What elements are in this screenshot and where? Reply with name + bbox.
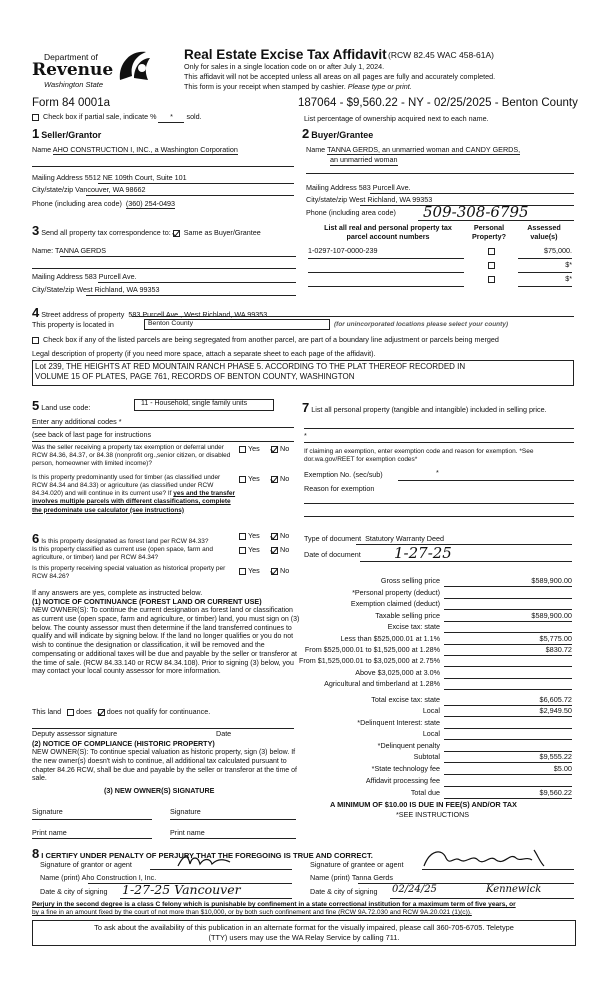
special-section-number: 6 <box>32 531 40 546</box>
q6a-yes <box>239 532 260 541</box>
q1-no-checkbox[interactable] <box>271 446 278 453</box>
q6b-yes <box>239 546 260 555</box>
q1-yes-checkbox[interactable] <box>239 446 246 453</box>
notice-continuance-body: NEW OWNER(S): To continue the current designation as forest land or classification as current use (open space, farm and agriculture, or timber) land, you must sign on (3) below. The county assessor must then determine if the land transferred continues to qualify and will indicate by signing below. If the land no longer qualifies or you do not wish to continue the designation or classification, it will be removed and the compensating or additional taxes will be due and payable by the seller or transferor at the time of sale. (RCW 84.33.140 or RCW 84.34.108). Prior to signing (3) below, you may contact your local county assessor for more information. <box>32 607 300 676</box>
buyer-mail-label: Mailing Address <box>306 183 357 192</box>
tax-row-amount[interactable]: $9,555.22 <box>444 753 572 763</box>
personal-property-label: List all personal property (tangible and intangible) included in selling price. <box>311 405 547 414</box>
tax-row-label: Taxable selling price <box>375 611 440 620</box>
tax-row-label: Less than $525,000.01 at 1.1% <box>340 634 440 643</box>
seller-phone-label: Phone (including area code) <box>32 199 122 208</box>
located-in-label: This property is located in <box>32 320 114 329</box>
tax-row-amount[interactable]: $5.00 <box>444 765 572 775</box>
tax-row-amount[interactable] <box>444 623 572 633</box>
new-owner-signature-title: (3) NEW OWNER(S) SIGNATURE <box>104 786 215 795</box>
grantor-date-field[interactable]: 1-27-25 Vancouver <box>122 882 241 897</box>
doc-date-field[interactable]: 1-27-25 <box>394 544 452 562</box>
buyer-phone-row <box>306 209 396 218</box>
partial-sale-percent[interactable]: * <box>158 113 184 123</box>
segregate-checkbox[interactable] <box>32 337 39 344</box>
grantor-name-field[interactable]: Aho Construction I, Inc. <box>81 873 157 882</box>
dor-logo <box>30 46 160 96</box>
grantee-name-label: Name (print) <box>310 873 350 882</box>
legal-description-box[interactable] <box>32 360 574 386</box>
parcel-number[interactable]: 1-0297-107-0000-239 <box>308 246 378 255</box>
forest-question <box>32 531 237 547</box>
tax-row-amount[interactable]: $6,605.72 <box>444 696 572 706</box>
does-not-qualify-checkbox[interactable] <box>98 709 105 716</box>
grantee-signature-label: Signature of grantee or agent <box>310 860 404 869</box>
tax-row-label: Local <box>422 706 440 715</box>
tax-row-amount[interactable] <box>444 669 572 679</box>
q6c-yes-label: Yes <box>248 566 260 575</box>
deputy-signature-label: Deputy assessor signature <box>32 729 118 738</box>
buyer-name-field[interactable]: TANNA GERDS, an unmarried woman and CANDY GERDS, <box>327 145 521 154</box>
q6a-yes-checkbox[interactable] <box>239 533 246 540</box>
notice-compliance-body: NEW OWNER(S): To continue special valuation as historic property, sign (3) below. If the new owner(s) doesn't wish to continue, all additional tax calculated pursuant to chapter 84.26 RCW, shall be due and payable by the seller or transferor at the time of sale. <box>32 749 297 783</box>
q6b-yes-checkbox[interactable] <box>239 547 246 554</box>
corr-name-row <box>32 247 106 256</box>
timber-question <box>32 474 237 515</box>
parcel-header-2: parcel account numbers <box>346 231 430 241</box>
seller-city-row <box>32 186 145 195</box>
q2-no-checkbox[interactable] <box>271 476 278 483</box>
tax-row-label: Local <box>422 729 440 738</box>
notice-continuance-title: (1) NOTICE OF CONTINUANCE (FOREST LAND OR CURRENT USE) <box>32 597 262 606</box>
assessed-value[interactable]: $* <box>565 260 572 269</box>
owner-print-name-label: Print name <box>32 828 67 837</box>
legal-label: Legal description of property (if you need more space, attach a separate sheet to each page of the affidavit). <box>32 349 376 358</box>
same-as-buyer-checkbox[interactable] <box>173 230 180 237</box>
this-land-label: This land <box>32 707 62 716</box>
seller-city-label: City/state/zip <box>32 185 74 194</box>
q6a-no-label: No <box>280 531 290 540</box>
corr-name-field[interactable]: TANNA GERDS <box>55 246 107 255</box>
certification-section-number: 8 <box>32 846 40 861</box>
personal-property-item[interactable]: * <box>304 431 307 440</box>
corr-city-field[interactable]: West Richland, WA 99353 <box>76 285 160 294</box>
tax-row-amount[interactable] <box>444 719 572 729</box>
dept-line: Department of <box>44 52 98 62</box>
tax-row-amount[interactable] <box>444 600 572 610</box>
q6a-no <box>271 532 289 541</box>
correspondence-row <box>32 223 261 239</box>
seller-title: Seller/Grantor <box>41 130 102 140</box>
tax-row-label: *Delinquent penalty <box>377 741 440 750</box>
form-title-cite: (RCW 82.45 WAC 458-61A) <box>388 50 494 60</box>
q6c-no <box>271 567 289 576</box>
timber-question-a: Is this property predominantly used for timber (as classified under RCW 84.34 and 84.33) or agriculture (as classified under RCW 84.34.020) and will continue in its current use? If <box>32 474 221 498</box>
tax-row-amount[interactable] <box>444 777 572 787</box>
seller-mail-field[interactable]: 5512 NE 109th Court, Suite 101 <box>84 173 187 182</box>
accessibility-line-2: (TTY) users may use the WA Relay Service by calling 711. <box>208 932 400 942</box>
q6b-no-checkbox[interactable] <box>271 547 278 554</box>
parcel-header <box>310 224 466 241</box>
continuance-row <box>32 708 210 717</box>
grantor-signature[interactable] <box>176 852 232 870</box>
buyer-city-field[interactable]: West Richland, WA 99353 <box>349 195 433 204</box>
doc-type-field[interactable]: Statutory Warranty Deed <box>365 534 444 543</box>
seller-name-row <box>32 146 294 155</box>
grantee-signature[interactable] <box>420 846 550 870</box>
perjury-line-2: by a fine in an amount fixed by the court of not more than $10,000, or by both such confinement and fine (RCW 9A.72.030 and RCW 9A.20.021 (1)(c)). <box>32 909 472 917</box>
doc-date-label: Date of document <box>304 550 361 559</box>
partial-sale-checkbox[interactable] <box>32 114 39 121</box>
county-select-value: Benton County <box>148 320 193 327</box>
tax-row-label: *State technology fee <box>371 764 440 773</box>
buyer-heading <box>302 126 373 142</box>
seller-name-label: Name <box>32 145 52 154</box>
q1-yes-label: Yes <box>248 444 260 453</box>
historic-question: Is this property receiving special valuation as historical property per RCW 84.26? <box>32 565 226 580</box>
exemption-no-field[interactable]: * <box>436 468 439 477</box>
assessed-header-1: Assessed <box>527 223 561 232</box>
tax-row-label: Above $3,025,000 at 3.0% <box>355 668 440 677</box>
tax-row-amount[interactable]: $589,900.00 <box>444 612 572 622</box>
timber-question-b: yes and the transfer involves multiple parcels with different classifications, complete the predominate use calculator (see instructions) <box>32 490 236 514</box>
corr-mail-row <box>32 273 137 282</box>
buyer-phone-field[interactable]: 509-308-6795 <box>423 203 529 221</box>
assessed-value[interactable]: $* <box>565 274 572 283</box>
personal-property-checkbox[interactable] <box>488 276 495 283</box>
corr-name-label: Name: <box>32 246 54 255</box>
state-line: Washington State <box>44 80 104 89</box>
exemption-instructions: If claiming an exemption, enter exemption code and reason for exemption. *See dor.wa.gov/REET for exemption codes* <box>304 448 534 463</box>
segregate-row <box>32 336 577 345</box>
personal-property-checkbox[interactable] <box>488 248 495 255</box>
partial-sale-sold: sold. <box>186 112 202 121</box>
property-address-field[interactable]: 583 Purcell Ave., West Richland, WA 99353 <box>128 310 268 319</box>
tax-row-label: Total excise tax: state <box>371 695 440 704</box>
tax-row-amount[interactable]: $9,560.22 <box>444 789 572 799</box>
perjury-warning <box>32 901 580 917</box>
exemption-no-row <box>304 471 383 480</box>
seller-city-field[interactable]: Vancouver, WA 98662 <box>75 185 146 194</box>
corr-mail-label: Mailing Address <box>32 272 83 281</box>
q6c-no-label: No <box>280 566 290 575</box>
tax-row-amount[interactable]: $830.72 <box>444 646 572 656</box>
ownership-note: List percentage of ownership acquired next to each name. <box>304 114 489 123</box>
exemption-no-label: Exemption No. (sec/sub) <box>304 470 383 479</box>
tax-row-amount[interactable] <box>444 730 572 740</box>
additional-codes-row <box>32 418 122 427</box>
correspondence-section-number: 3 <box>32 223 40 238</box>
buyer-name-label: Name <box>306 145 326 154</box>
doc-type-label: Type of document <box>304 534 362 543</box>
q6c-yes-checkbox[interactable] <box>239 568 246 575</box>
see-back-note: (see back of last page for instructions <box>32 430 152 439</box>
corr-city-label: City/State/zip <box>32 285 75 294</box>
notice-compliance-title: (2) NOTICE OF COMPLIANCE (HISTORIC PROPERTY) <box>32 739 215 748</box>
q1-no-label: No <box>280 444 290 453</box>
county-select[interactable] <box>144 319 330 330</box>
tax-row-amount[interactable] <box>444 742 572 752</box>
accessibility-box <box>32 920 576 946</box>
tax-row-label: Exemption claimed (deduct) <box>350 599 440 608</box>
correspondence-label: Send all property tax correspondence to: <box>41 228 171 237</box>
tax-row-label: Subtotal <box>413 752 440 761</box>
tax-row-label: Agricultural and timberland at 1.28% <box>324 679 440 688</box>
grantor-date-label: Date & city of signing <box>40 887 108 896</box>
buyer-title: Buyer/Grantee <box>311 130 374 140</box>
grantor-signature-label: Signature of grantor or agent <box>40 860 132 869</box>
grantee-date-label: Date & city of signing <box>310 887 378 896</box>
corr-city-row <box>32 286 159 295</box>
q2-no-label: No <box>280 474 290 483</box>
legal-line-1: Lot 239, THE HEIGHTS AT RED MOUNTAIN RANCH PHASE 5. ACCORDING TO THE PLAT THEREOF RECORDED IN <box>35 362 466 371</box>
if-yes-note: If any answers are yes, complete as instructed below. <box>32 588 203 597</box>
legal-line-2: VOLUME 15 OF PLATES, PAGE 761, RECORDS OF BENTON COUNTY, WASHINGTON <box>35 372 355 382</box>
land-use-row <box>32 398 90 414</box>
buyer-name-line-2[interactable]: an unmarried woman <box>330 155 398 164</box>
q6b-yes-label: Yes <box>248 545 260 554</box>
tax-row-label: Excise tax: state <box>387 622 440 631</box>
q2-yes-label: Yes <box>248 474 260 483</box>
grantor-name-label: Name (print) <box>40 873 80 882</box>
form-number: Form 84 0001a <box>32 97 110 109</box>
buyer-mail-row <box>306 184 411 193</box>
tax-row-label: Affidavit processing fee <box>365 776 440 785</box>
grantee-city-field[interactable]: Kennewick <box>486 884 542 895</box>
seller-heading <box>32 126 101 142</box>
tax-row-amount[interactable]: $2,949.50 <box>444 707 572 717</box>
header-note-1: Only for sales in a single location code on or after July 1, 2024. <box>184 62 385 71</box>
accessibility-line-1: To ask about the availability of this publication in an alternate format for the visually impaired, please call 360-705-6705. Teletype <box>94 923 514 932</box>
tax-row-label: *Delinquent Interest: state <box>357 718 440 727</box>
personal-header <box>466 224 512 241</box>
additional-codes-field[interactable]: * <box>118 417 122 426</box>
see-instructions-note: *SEE INSTRUCTIONS <box>396 810 470 819</box>
corr-mail-field[interactable]: 583 Purcell Ave. <box>84 272 137 281</box>
q6a-no-checkbox[interactable] <box>271 533 278 540</box>
perjury-line-1 <box>32 901 580 909</box>
exemption-question: Was the seller receiving a property tax exemption or deferral under RCW 84.36, 84.37, or 84.38 (nonprofit org.,senior citizen, or disabled person, homeowner with limited income)? <box>32 444 231 468</box>
tax-row-label: From $1,525,000.01 to $3,025,000 at 2.75% <box>298 656 440 665</box>
buyer-section-number: 2 <box>302 126 310 141</box>
current-use-question: Is this property classified as current use (open space, farm and agriculture, or timber) land per RCW 84.34? <box>32 546 214 561</box>
q2-no <box>271 475 289 484</box>
tax-row-amount[interactable] <box>444 657 572 667</box>
land-use-select[interactable] <box>134 399 274 411</box>
partial-sale-row <box>32 113 202 123</box>
revenue-emblem-icon <box>114 46 154 86</box>
assessed-value[interactable]: $75,000. <box>544 246 572 255</box>
q1-yes <box>239 445 260 454</box>
seller-phone-field[interactable]: (360) 254-0493 <box>125 199 176 208</box>
parcel-header-1: List all real and personal property tax <box>324 223 452 232</box>
tax-row-amount[interactable] <box>444 589 572 599</box>
tax-row-amount[interactable] <box>444 680 572 690</box>
personal-property-heading <box>302 400 572 416</box>
q6c-no-checkbox[interactable] <box>271 568 278 575</box>
same-as-buyer-label: Same as Buyer/Grantee <box>183 228 261 237</box>
land-use-label: Land use code: <box>41 403 91 412</box>
land-use-value: 11 - Household, single family units <box>141 400 248 407</box>
does-not-label: does not qualify for continuance. <box>106 707 211 716</box>
header-note-3a: This form is your receipt when stamped by cashier. <box>184 82 346 91</box>
tax-row-label: Total due <box>410 788 440 797</box>
form-title: Real Estate Excise Tax Affidavit <box>184 47 387 62</box>
does-label: does <box>76 707 92 716</box>
tax-row-label: Gross selling price <box>380 576 440 585</box>
minimum-fee-note: A MINIMUM OF $10.00 IS DUE IN FEE(S) AND/OR TAX <box>330 800 517 809</box>
personal-property-section-number: 7 <box>302 400 310 415</box>
revenue-wordmark: Revenue <box>32 60 114 80</box>
grantee-name-field[interactable]: Tanna Gerds <box>351 873 393 882</box>
land-use-section-number: 5 <box>32 398 40 413</box>
buyer-mail-field[interactable]: 583 Purcell Ave. <box>358 183 411 192</box>
seller-name-field[interactable]: AHO CONSTRUCTION I, INC., a Washington Corporation <box>52 145 238 154</box>
tax-row-label: *Personal property (deduct) <box>352 588 440 597</box>
tax-row-amount[interactable]: $589,900.00 <box>444 577 572 587</box>
personal-property-checkbox[interactable] <box>488 262 495 269</box>
does-qualify-checkbox[interactable] <box>67 709 74 716</box>
grantee-date-field[interactable]: 02/24/25 <box>392 884 437 895</box>
grantee-name-row <box>310 874 393 883</box>
tax-row-label: From $525,000.01 to $1,525,000 at 1.28% <box>304 645 440 654</box>
buyer-name-row <box>306 146 574 155</box>
q1-no <box>271 445 289 454</box>
additional-codes-label: Enter any additional codes <box>32 417 117 426</box>
seller-phone-row <box>32 200 175 209</box>
owner-print-name-label-2: Print name <box>170 828 205 837</box>
assessed-header-2: value(s) <box>530 231 558 241</box>
certification-text: I CERTIFY UNDER PENALTY OF PERJURY THAT THE FOREGOING IS TRUE AND CORRECT. <box>41 851 373 860</box>
q6a-yes-label: Yes <box>248 531 260 540</box>
recording-stamp: 187064 - $9,560.22 - NY - 02/25/2025 - Benton County <box>298 97 578 109</box>
q6c-yes <box>239 567 260 576</box>
address-section-number: 4 <box>32 305 40 320</box>
q6b-no-label: No <box>280 545 290 554</box>
doc-type-row <box>304 535 444 544</box>
seller-mail-row <box>32 174 187 183</box>
buyer-city-label: City/state/zip <box>306 195 348 204</box>
exemption-reason-label: Reason for exemption <box>304 484 375 493</box>
segregate-label: Check box if any of the listed parcels are being segregated from another parcel, are part of a boundary line adjustment or parcels being merged <box>43 335 499 344</box>
unincorporated-note: (for unincorporated locations please select your county) <box>334 321 509 328</box>
seller-section-number: 1 <box>32 126 40 141</box>
header-note-3b: Please type or print. <box>347 82 412 91</box>
seller-mail-label: Mailing Address <box>32 173 83 182</box>
buyer-city-row <box>306 196 432 205</box>
buyer-phone-label: Phone (including area code) <box>306 208 396 217</box>
property-address-label: Street address of property <box>41 310 125 319</box>
perjury-line-1-text: Perjury in the second degree is a class C felony which is punishable by confinement in a state correctional institution for a maximum term of five years, or <box>32 901 516 908</box>
owner-signature-label: Signature <box>32 807 63 816</box>
owner-signature-label-2: Signature <box>170 807 201 816</box>
header-note-3 <box>184 83 412 92</box>
assessed-header <box>516 224 572 241</box>
deputy-date-label: Date <box>216 729 232 738</box>
personal-header-1: Personal <box>473 223 505 232</box>
tax-row-amount[interactable]: $5,775.00 <box>444 635 572 645</box>
partial-sale-label: Check box if partial sale, indicate % <box>43 112 157 121</box>
personal-header-2: Property? <box>472 231 506 241</box>
forest-question-text: Is this property designated as forest land per RCW 84.33? <box>41 538 209 545</box>
header-note-2: This affidavit will not be accepted unless all areas on all pages are fully and accurately completed. <box>184 72 496 81</box>
q6b-no <box>271 546 289 555</box>
q2-yes-checkbox[interactable] <box>239 476 246 483</box>
q2-yes <box>239 475 260 484</box>
